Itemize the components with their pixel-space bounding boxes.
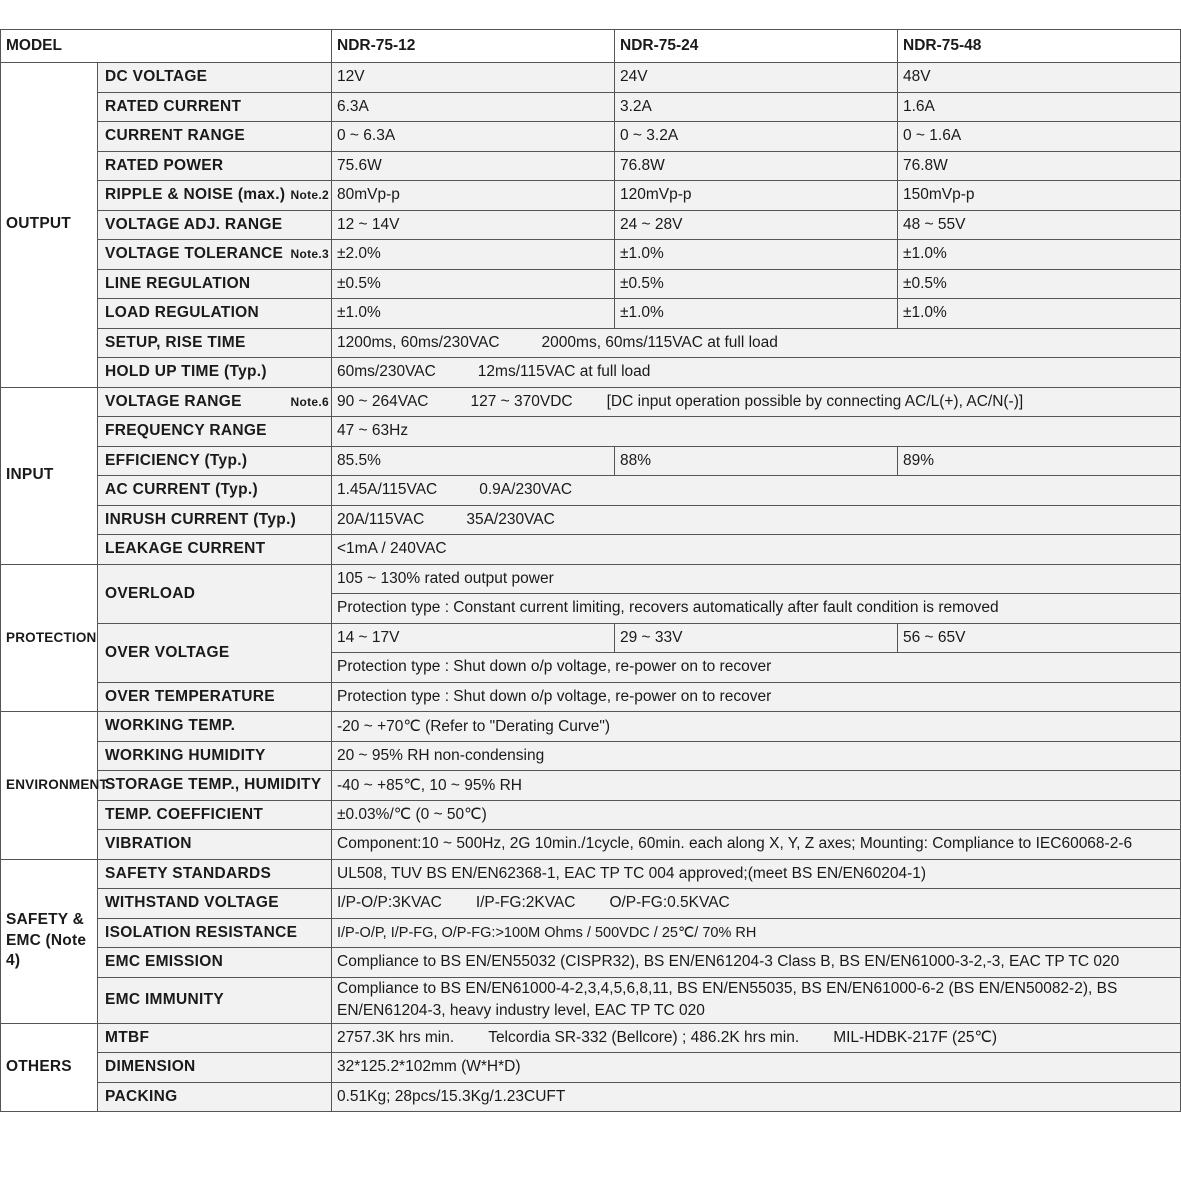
value-part: 2000ms, 60ms/115VAC at full load: [541, 333, 778, 351]
row-label: WORKING TEMP.: [98, 712, 332, 742]
table-row: [1, 358, 1181, 388]
group-output: OUTPUT: [1, 63, 98, 388]
row-label: CURRENT RANGE: [98, 122, 332, 152]
table-row: [1, 122, 1181, 152]
cell: ±0.5%: [332, 269, 615, 299]
cell-merged: Protection type : Shut down o/p voltage, re-power on to recover: [332, 682, 1181, 712]
table-row: [1, 1053, 1181, 1083]
cell-merged: 32*125.2*102mm (W*H*D): [332, 1053, 1181, 1083]
cell: 76.8W: [615, 151, 898, 181]
table-row: [1, 771, 1181, 801]
table-row: [1, 977, 1181, 1023]
row-label: RATED POWER: [98, 151, 332, 181]
row-label: INRUSH CURRENT (Typ.): [98, 505, 332, 535]
cell: 150mVp-p: [898, 181, 1181, 211]
group-protection: PROTECTION: [1, 564, 98, 712]
cell-merged: [332, 387, 1181, 417]
row-label: LEAKAGE CURRENT: [98, 535, 332, 565]
table-row: [1, 889, 1181, 919]
table-row: [1, 240, 1181, 270]
value-part: 0.9A/230VAC: [479, 481, 573, 499]
cell: 14 ~ 17V: [332, 623, 615, 653]
row-label: OVER TEMPERATURE: [98, 682, 332, 712]
row-label-voltage-range: [98, 387, 332, 417]
row-label: DC VOLTAGE: [98, 63, 332, 93]
row-label-tolerance: [98, 240, 332, 270]
cell: ±2.0%: [332, 240, 615, 270]
table-row: [1, 181, 1181, 211]
cell-merged: UL508, TUV BS EN/EN62368-1, EAC TP TC 004 approved;(meet BS EN/EN60204-1): [332, 859, 1181, 889]
cell-merged: Protection type : Constant current limiting, recovers automatically after fault condition is removed: [332, 594, 1181, 624]
value-part: I/P-O/P:3KVAC: [337, 894, 442, 912]
value-part: O/P-FG:0.5KVAC: [609, 894, 730, 912]
cell: 29 ~ 33V: [615, 623, 898, 653]
row-label: LINE REGULATION: [98, 269, 332, 299]
table-row: [1, 712, 1181, 742]
row-label: WORKING HUMIDITY: [98, 741, 332, 771]
cell: 3.2A: [615, 92, 898, 122]
cell-merged: Component:10 ~ 500Hz, 2G 10min./1cycle, 60min. each along X, Y, Z axes; Mounting: Compliance to IEC60068-2-6: [332, 830, 1181, 860]
cell-merged: [332, 505, 1181, 535]
cell-merged: ±0.03%/℃ (0 ~ 50℃): [332, 800, 1181, 830]
row-label: WITHSTAND VOLTAGE: [98, 889, 332, 919]
row-label: HOLD UP TIME (Typ.): [98, 358, 332, 388]
value-part: 90 ~ 264VAC: [337, 392, 429, 410]
row-label-ripple: [98, 181, 332, 211]
cell: 89%: [898, 446, 1181, 476]
value-part: MIL-HDBK-217F (25℃): [833, 1029, 998, 1047]
cell: ±0.5%: [615, 269, 898, 299]
model-row: [1, 30, 1181, 63]
table-row: [1, 535, 1181, 565]
cell: ±1.0%: [898, 240, 1181, 270]
table-row: [1, 682, 1181, 712]
note-tag: Note.6: [290, 394, 329, 409]
cell: 0 ~ 6.3A: [332, 122, 615, 152]
label-text: VOLTAGE RANGE: [105, 392, 242, 410]
table-row: [1, 387, 1181, 417]
table-row: [1, 92, 1181, 122]
table-row: [1, 299, 1181, 329]
table-row: [1, 564, 1181, 594]
row-label: FREQUENCY RANGE: [98, 417, 332, 447]
row-label: MTBF: [98, 1023, 332, 1053]
group-environment: ENVIRONMENT: [1, 712, 98, 860]
cell: 76.8W: [898, 151, 1181, 181]
table-row: [1, 800, 1181, 830]
model-label: MODEL: [1, 30, 332, 63]
row-label: STORAGE TEMP., HUMIDITY: [98, 771, 332, 801]
value-part: 2757.3K hrs min.: [337, 1029, 455, 1047]
cell: 1.6A: [898, 92, 1181, 122]
cell-merged: Compliance to BS EN/EN61000-4-2,3,4,5,6,8,11, BS EN/EN55035, BS EN/EN61000-6-2 (BS EN/EN50082-2), BS EN/EN61204-3, heavy industry level, EAC TP TC 020: [332, 977, 1181, 1023]
model-3: NDR-75-48: [898, 30, 1181, 63]
model-1: NDR-75-12: [332, 30, 615, 63]
table-row: [1, 623, 1181, 653]
cell-merged: 105 ~ 130% rated output power: [332, 564, 1181, 594]
table-row: [1, 476, 1181, 506]
cell: 0 ~ 1.6A: [898, 122, 1181, 152]
cell: 48 ~ 55V: [898, 210, 1181, 240]
cell: 56 ~ 65V: [898, 623, 1181, 653]
row-label: OVER VOLTAGE: [98, 623, 332, 682]
value-part: 1200ms, 60ms/230VAC: [337, 333, 500, 351]
table-row: [1, 63, 1181, 93]
row-label: LOAD REGULATION: [98, 299, 332, 329]
cell-merged: Compliance to BS EN/EN55032 (CISPR32), BS EN/EN61204-3 Class B, BS EN/EN61000-3-2,-3, EAC TP TC 020: [332, 948, 1181, 978]
table-row: [1, 328, 1181, 358]
cell: 24 ~ 28V: [615, 210, 898, 240]
cell-merged: [332, 1023, 1181, 1053]
group-safety-emc: SAFETY & EMC (Note 4): [1, 859, 98, 1023]
table-row: [1, 151, 1181, 181]
table-row: [1, 1082, 1181, 1112]
table-row: [1, 948, 1181, 978]
cell: 88%: [615, 446, 898, 476]
row-label: EMC EMISSION: [98, 948, 332, 978]
value-part: 1.45A/115VAC: [337, 481, 438, 499]
cell: ±1.0%: [615, 240, 898, 270]
table-row: [1, 859, 1181, 889]
cell-merged: I/P-O/P, I/P-FG, O/P-FG:>100M Ohms / 500VDC / 25℃/ 70% RH: [332, 918, 1181, 948]
cell-merged: -20 ~ +70℃ (Refer to "Derating Curve"): [332, 712, 1181, 742]
value-part: 127 ~ 370VDC: [470, 392, 573, 410]
table-row: [1, 830, 1181, 860]
cell: ±0.5%: [898, 269, 1181, 299]
cell: ±1.0%: [898, 299, 1181, 329]
cell: 75.6W: [332, 151, 615, 181]
note-tag: Note.3: [290, 247, 329, 262]
cell: 12 ~ 14V: [332, 210, 615, 240]
group-input: INPUT: [1, 387, 98, 564]
cell-merged: 20 ~ 95% RH non-condensing: [332, 741, 1181, 771]
row-label: EMC IMMUNITY: [98, 977, 332, 1023]
value-part: 35A/230VAC: [466, 510, 555, 528]
value-part: [DC input operation possible by connecting AC/L(+), AC/N(-)]: [606, 392, 1024, 410]
cell: 6.3A: [332, 92, 615, 122]
table-row: [1, 417, 1181, 447]
value-part: 60ms/230VAC: [337, 363, 436, 381]
group-others: OTHERS: [1, 1023, 98, 1112]
cell-merged: 0.51Kg; 28pcs/15.3Kg/1.23CUFT: [332, 1082, 1181, 1112]
table-row: [1, 918, 1181, 948]
cell: 80mVp-p: [332, 181, 615, 211]
cell: 48V: [898, 63, 1181, 93]
row-label: SETUP, RISE TIME: [98, 328, 332, 358]
cell: 120mVp-p: [615, 181, 898, 211]
cell: 0 ~ 3.2A: [615, 122, 898, 152]
row-label: PACKING: [98, 1082, 332, 1112]
table-row: [1, 741, 1181, 771]
label-text: RIPPLE & NOISE (max.): [105, 186, 286, 204]
row-label: TEMP. COEFFICIENT: [98, 800, 332, 830]
cell-merged: <1mA / 240VAC: [332, 535, 1181, 565]
cell: 85.5%: [332, 446, 615, 476]
cell-merged: [332, 889, 1181, 919]
cell-merged: -40 ~ +85℃, 10 ~ 95% RH: [332, 771, 1181, 801]
cell: 12V: [332, 63, 615, 93]
row-label: RATED CURRENT: [98, 92, 332, 122]
table-row: [1, 505, 1181, 535]
value-part: I/P-FG:2KVAC: [475, 894, 576, 912]
row-label: DIMENSION: [98, 1053, 332, 1083]
table-row: [1, 269, 1181, 299]
label-text: VOLTAGE TOLERANCE: [105, 245, 284, 263]
cell-merged: [332, 476, 1181, 506]
spec-table: [0, 29, 1181, 1112]
row-label: AC CURRENT (Typ.): [98, 476, 332, 506]
table-row: [1, 210, 1181, 240]
row-label: VOLTAGE ADJ. RANGE: [98, 210, 332, 240]
row-label: VIBRATION: [98, 830, 332, 860]
row-label: OVERLOAD: [98, 564, 332, 623]
cell: ±1.0%: [615, 299, 898, 329]
model-2: NDR-75-24: [615, 30, 898, 63]
row-label: ISOLATION RESISTANCE: [98, 918, 332, 948]
note-tag: Note.2: [290, 188, 329, 203]
table-row: [1, 1023, 1181, 1053]
cell: ±1.0%: [332, 299, 615, 329]
cell-merged: 47 ~ 63Hz: [332, 417, 1181, 447]
cell-merged: Protection type : Shut down o/p voltage, re-power on to recover: [332, 653, 1181, 683]
cell: 24V: [615, 63, 898, 93]
row-label: SAFETY STANDARDS: [98, 859, 332, 889]
value-part: Telcordia SR-332 (Bellcore) ; 486.2K hrs min.: [488, 1029, 800, 1047]
cell-merged: [332, 358, 1181, 388]
row-label: EFFICIENCY (Typ.): [98, 446, 332, 476]
value-part: 20A/115VAC: [337, 510, 425, 528]
value-part: 12ms/115VAC at full load: [477, 363, 651, 381]
table-row: [1, 446, 1181, 476]
cell-merged: [332, 328, 1181, 358]
